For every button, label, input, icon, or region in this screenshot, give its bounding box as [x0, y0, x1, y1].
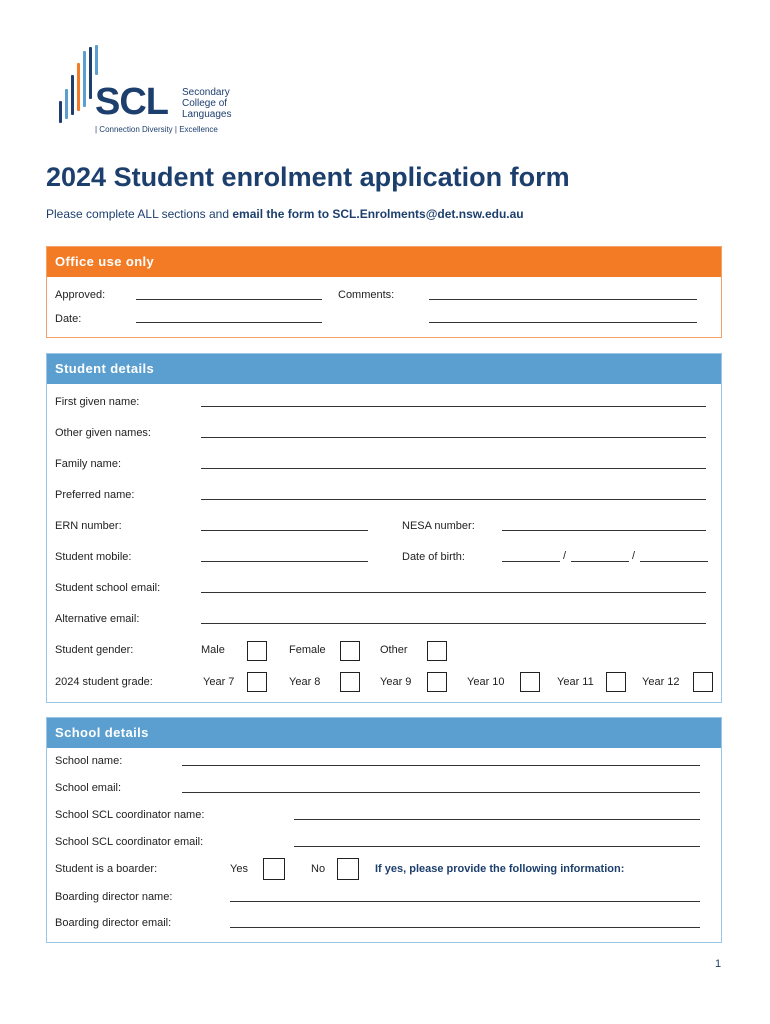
school-name-label: School name: [55, 755, 123, 767]
other-given-label: Other given names: [55, 427, 151, 439]
mobile-field[interactable] [201, 561, 368, 562]
school-email-label: School email: [55, 782, 122, 794]
grade-12-label: Year 12 [642, 676, 680, 688]
preferred-name-label: Preferred name: [55, 489, 135, 501]
family-name-field[interactable] [201, 468, 706, 469]
boarder-yes-checkbox[interactable] [263, 858, 285, 880]
approved-label: Approved: [55, 289, 106, 301]
comments-field[interactable] [429, 299, 697, 300]
coordinator-email-label: School SCL coordinator email: [55, 836, 204, 848]
grade-11-label: Year 11 [557, 676, 594, 688]
boarding-director-name-field[interactable] [230, 901, 700, 902]
dob-day-field[interactable] [502, 561, 560, 562]
dob-year-field[interactable] [640, 561, 708, 562]
first-given-field[interactable] [201, 406, 706, 407]
grade-8-label: Year 8 [289, 676, 321, 688]
coordinator-name-field[interactable] [294, 819, 700, 820]
grade-7-checkbox[interactable] [247, 672, 267, 692]
boarder-no-label: No [311, 863, 326, 875]
school-email-field[interactable] [201, 592, 706, 593]
grade-7-label: Year 7 [203, 676, 235, 688]
boarding-director-name-label: Boarding director name: [55, 891, 173, 903]
grade-12-checkbox[interactable] [693, 672, 713, 692]
office-heading: Office use only [47, 247, 721, 277]
nesa-label: NESA number: [402, 520, 475, 532]
mobile-label: Student mobile: [55, 551, 132, 563]
gender-other-checkbox[interactable] [427, 641, 447, 661]
grade-9-checkbox[interactable] [427, 672, 447, 692]
gender-other-label: Other [380, 644, 408, 656]
logo-wordmark: SCL [95, 81, 168, 123]
nesa-field[interactable] [502, 530, 706, 531]
other-given-field[interactable] [201, 437, 706, 438]
school-email-label: Student school email: [55, 582, 161, 594]
gender-female-checkbox[interactable] [340, 641, 360, 661]
coordinator-email-field[interactable] [294, 846, 700, 847]
page-title: 2024 Student enrolment application form [46, 162, 570, 192]
boarding-director-email-label: Boarding director email: [55, 917, 172, 929]
grade-10-checkbox[interactable] [520, 672, 540, 692]
office-use-section [46, 246, 722, 338]
grade-10-label: Year 10 [467, 676, 505, 688]
grade-8-checkbox[interactable] [340, 672, 360, 692]
dob-separator: / [563, 550, 567, 562]
student-details-section [46, 353, 722, 703]
gender-label: Student gender: [55, 644, 134, 656]
date-field[interactable] [136, 322, 322, 323]
family-name-label: Family name: [55, 458, 122, 470]
boarder-no-checkbox[interactable] [337, 858, 359, 880]
date-label: Date: [55, 313, 82, 325]
gender-female-label: Female [289, 644, 326, 656]
page-number: 1 [715, 958, 722, 970]
comments-label: Comments: [338, 289, 395, 301]
grade-label: 2024 student grade: [55, 676, 153, 688]
scl-logo [55, 45, 255, 140]
alt-email-field[interactable] [201, 623, 706, 624]
gender-male-checkbox[interactable] [247, 641, 267, 661]
ern-field[interactable] [201, 530, 368, 531]
dob-label: Date of birth: [402, 551, 465, 563]
school-name-field[interactable] [182, 765, 700, 766]
dob-month-field[interactable] [571, 561, 629, 562]
comments-field-2[interactable] [429, 322, 697, 323]
boarder-yes-label: Yes [230, 863, 248, 875]
grade-11-checkbox[interactable] [606, 672, 626, 692]
boarder-note: If yes, please provide the following information: [375, 863, 625, 875]
boarder-label: Student is a boarder: [55, 863, 158, 875]
coordinator-name-label: School SCL coordinator name: [55, 809, 205, 821]
gender-male-label: Male [201, 644, 225, 656]
logo-tagline: | Connection Diversity | Excellence [95, 125, 218, 134]
logo-subtitle: Secondary College of Languages [182, 87, 232, 120]
school-email-field[interactable] [182, 792, 700, 793]
boarding-director-email-field[interactable] [230, 927, 700, 928]
intro-text: Please complete ALL sections and email the form to SCL.Enrolments@det.nsw.edu.au [46, 207, 524, 221]
alt-email-label: Alternative email: [55, 613, 140, 625]
student-heading: Student details [47, 354, 721, 384]
ern-label: ERN number: [55, 520, 122, 532]
first-given-label: First given name: [55, 396, 140, 408]
school-details-section [46, 717, 722, 943]
preferred-name-field[interactable] [201, 499, 706, 500]
school-heading: School details [47, 718, 721, 748]
grade-9-label: Year 9 [380, 676, 412, 688]
approved-field[interactable] [136, 299, 322, 300]
dob-separator: / [632, 550, 636, 562]
